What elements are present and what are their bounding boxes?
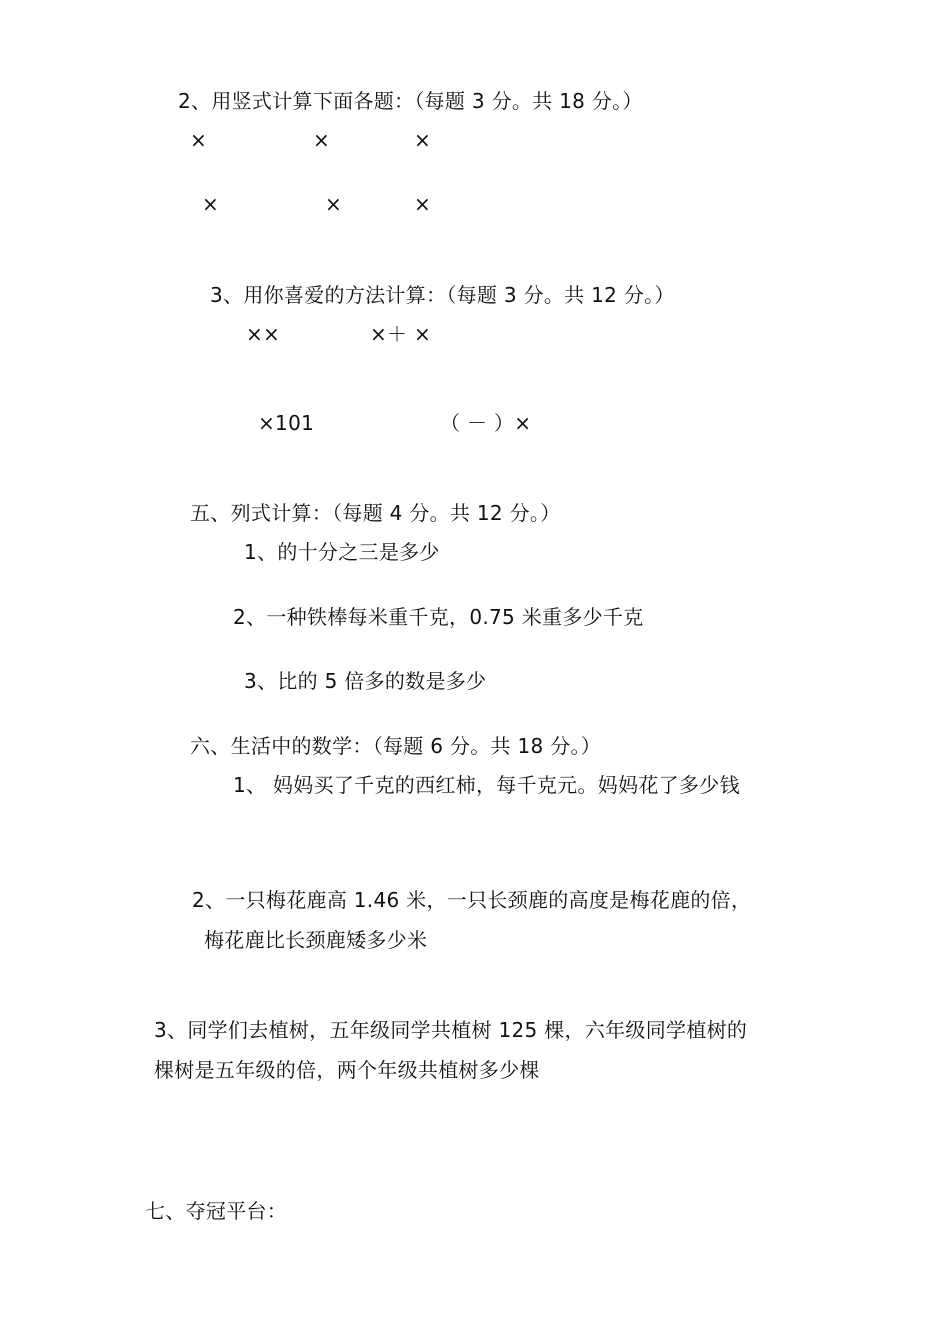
q2-expr-5: × [325,192,343,216]
q2-expr-3: × [414,128,432,152]
q3-expr-2: ×＋ × [370,322,432,346]
section6-item-3-line-1: 3、同学们去植树，五年级同学共植树 125 棵，六年级同学植树的 [154,1018,748,1042]
section5-item-2: 2、一种铁棒每米重千克，0.75 米重多少千克 [233,605,644,629]
section7-heading: 七、夺冠平台： [145,1199,288,1223]
q3-heading: 3、用你喜爱的方法计算：（每题 3 分。共 12 分。） [210,283,675,307]
section6-item-3-line-2: 棵树是五年级的倍，两个年级共植树多少棵 [154,1058,540,1082]
q3-expr-3: ×101 [258,411,315,435]
section6-item-2-line-1: 2、一只梅花鹿高 1.46 米，一只长颈鹿的高度是梅花鹿的倍， [192,888,752,912]
q3-expr-1: ×× [246,322,281,346]
q2-expr-2: × [313,128,331,152]
section6-heading: 六、生活中的数学：（每题 6 分。共 18 分。） [190,734,602,758]
section5-heading: 五、列式计算：（每题 4 分。共 12 分。） [190,501,561,525]
section6-item-2-line-2: 梅花鹿比长颈鹿矮多少米 [204,928,428,952]
q2-expr-1: × [190,128,208,152]
section5-item-1: 1、的十分之三是多少 [244,540,440,564]
q2-heading: 2、用竖式计算下面各题：（每题 3 分。共 18 分。） [178,89,643,113]
q2-expr-4: × [202,192,220,216]
q2-expr-6: × [414,192,432,216]
q3-expr-4: （ － ）× [440,411,532,435]
section5-item-3: 3、比的 5 倍多的数是多少 [244,669,487,693]
section6-item-1: 1、 妈妈买了千克的西红柿，每千克元。妈妈花了多少钱 [233,773,740,797]
